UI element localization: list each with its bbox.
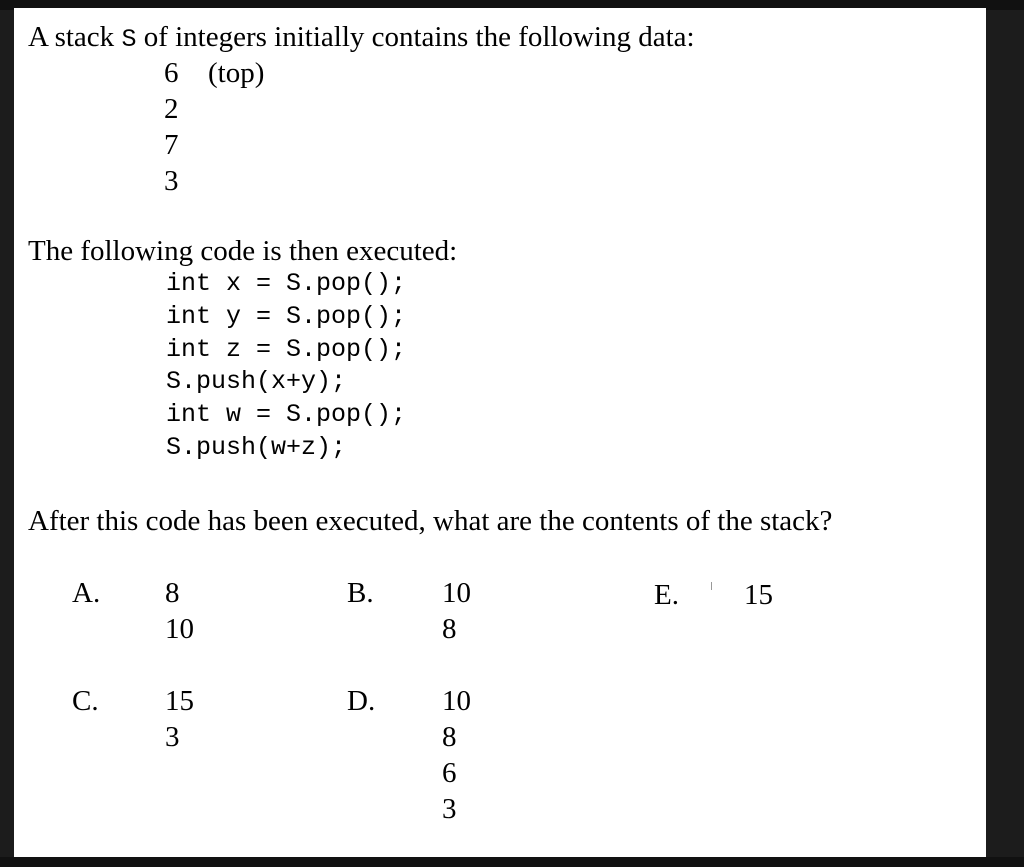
- intro-var: S: [121, 25, 137, 54]
- code-line-3: int z = S.pop();: [166, 335, 407, 364]
- stack-item-top: 6: [164, 57, 179, 89]
- stack-item-3: 7: [164, 129, 179, 161]
- intro-suffix: of integers initially contains the following data:: [143, 21, 695, 53]
- code-line-2: int y = S.pop();: [166, 302, 407, 331]
- top-marker: (top): [208, 57, 265, 89]
- option-b-value-1: 10: [442, 577, 471, 609]
- question-prompt: After this code has been executed, what are the contents of the stack?: [28, 505, 833, 537]
- code-line-5: int w = S.pop();: [166, 400, 407, 429]
- option-c-value-1: 15: [165, 685, 194, 717]
- intro-prefix: A stack: [28, 21, 115, 53]
- code-line-4: S.push(x+y);: [166, 367, 347, 396]
- stack-item-bottom: 3: [164, 165, 179, 197]
- bottom-window-strip: [0, 857, 1024, 867]
- question-page: [14, 8, 986, 857]
- option-c-label[interactable]: C.: [72, 685, 99, 717]
- option-b-label[interactable]: B.: [347, 577, 374, 609]
- option-a-value-2: 10: [165, 613, 194, 645]
- option-d-value-2: 8: [442, 721, 457, 753]
- intro-line: [28, 20, 695, 56]
- option-a-label[interactable]: A.: [72, 577, 101, 609]
- code-line-1: int x = S.pop();: [166, 269, 407, 298]
- option-d-label[interactable]: D.: [347, 685, 376, 717]
- option-d-value-4: 3: [442, 793, 457, 825]
- option-d-value-1: 10: [442, 685, 471, 717]
- tick-mark: [711, 582, 712, 590]
- option-b-value-2: 8: [442, 613, 457, 645]
- option-d-value-3: 6: [442, 757, 457, 789]
- code-intro: The following code is then executed:: [28, 235, 458, 267]
- option-e-value-1: 15: [744, 579, 773, 611]
- option-e-label[interactable]: E.: [654, 579, 679, 611]
- option-c-value-2: 3: [165, 721, 180, 753]
- stack-item-2: 2: [164, 93, 179, 125]
- code-line-6: S.push(w+z);: [166, 433, 347, 462]
- option-a-value-1: 8: [165, 577, 180, 609]
